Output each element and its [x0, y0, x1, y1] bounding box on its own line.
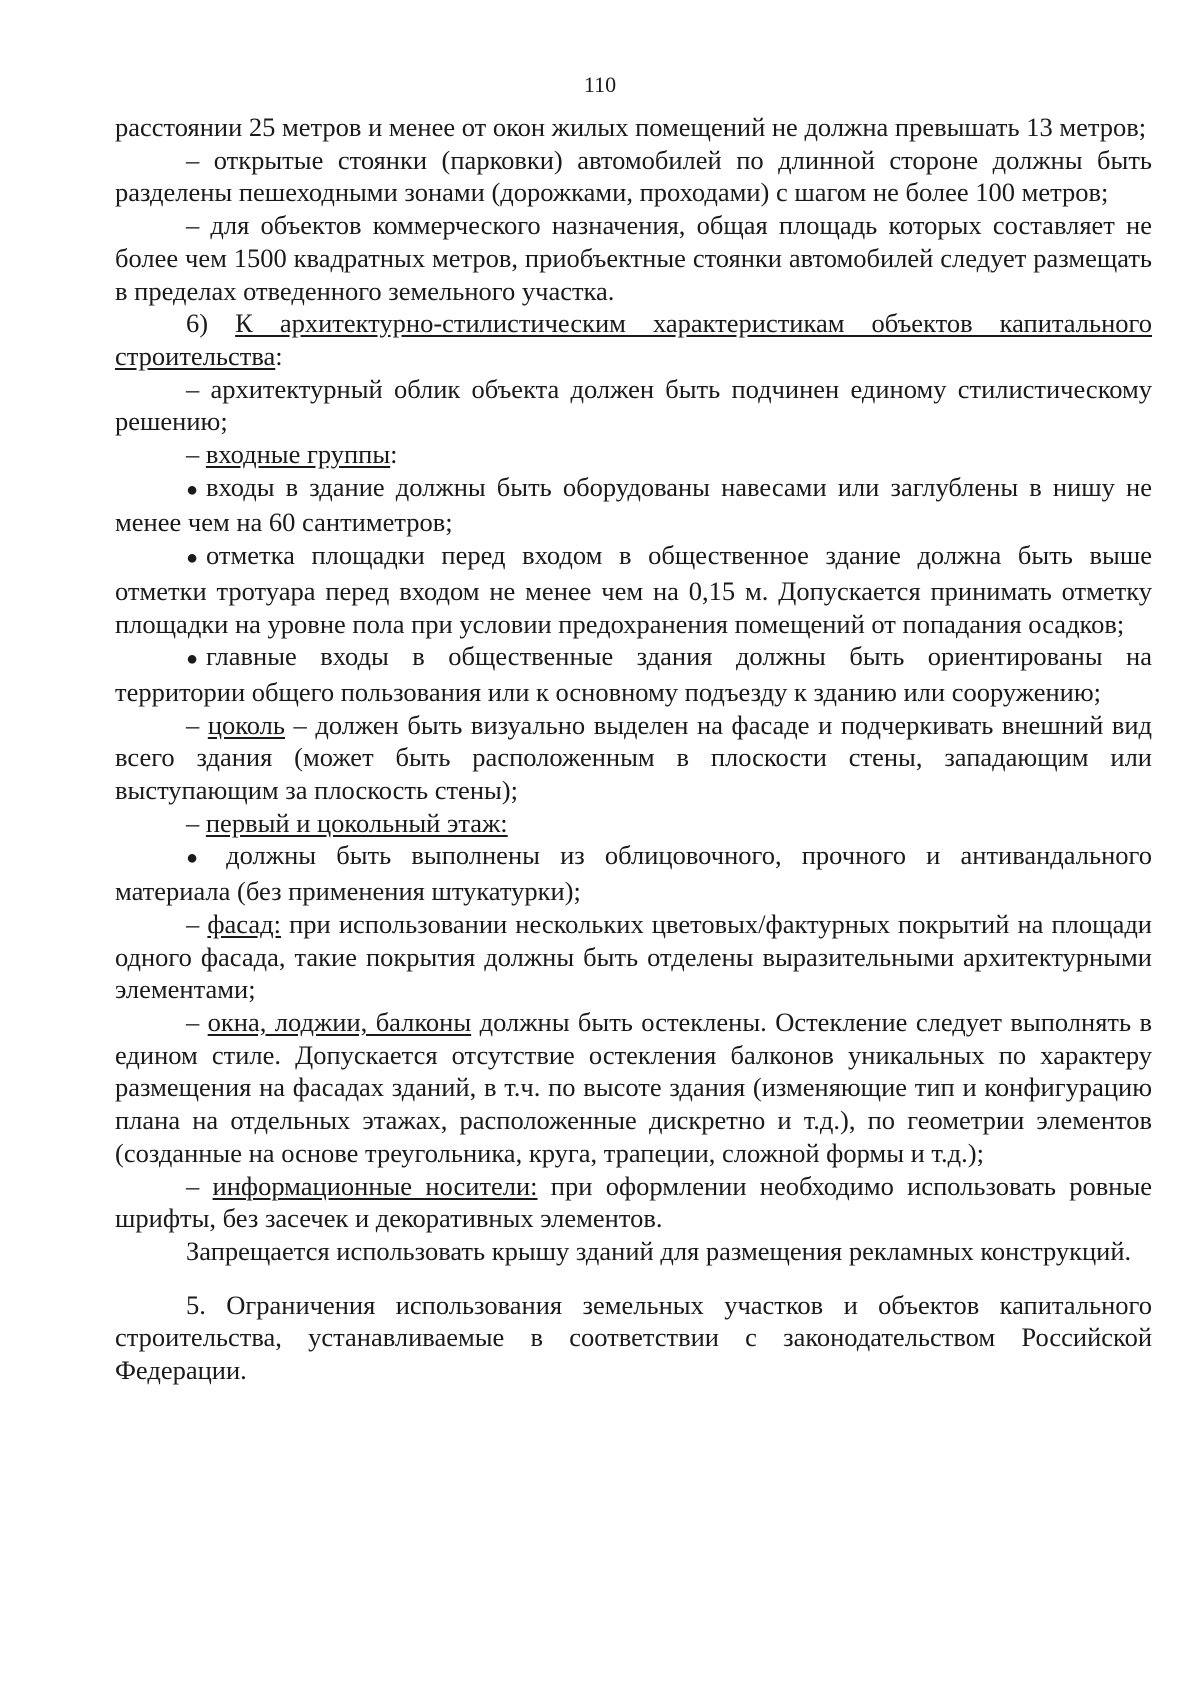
- list-item: [115, 709, 1152, 807]
- term-description: при использовании нескольких цветовых/фактурных покрытий на площади одного фасада, такие покрытия должны быть отделены выразительными архитектурными элементами;: [115, 908, 1152, 1005]
- bullet-icon: ●: [186, 547, 199, 570]
- list-item: – для объектов коммерческого назначения, общая площадь которых составляет не более чем 1500 квадратных метров, приобъектные стоянки автомобилей следует размещать в пределах отведенного земельного участка.: [115, 210, 1152, 306]
- section-heading: 5. Ограничения использования земельных участков и объектов капитального строительства, устанавливаемые в соответствии с законодательством Российской Федерации.: [115, 1289, 1152, 1386]
- list-item: [115, 807, 1152, 840]
- term-description: – должен быть визуально выделен на фасаде и подчеркивать внешний вид всего здания (может быть расположенным в плоскости стены, западающим или выступающим за плоскость стены);: [115, 709, 1153, 806]
- dash-marker: –: [186, 908, 208, 939]
- list-item: [115, 908, 1152, 1006]
- dash-marker: –: [186, 1006, 208, 1037]
- underlined-term: информационные носители:: [212, 1170, 538, 1201]
- list-item: – открытые стоянки (парковки) автомобилей по длинной стороне должны быть разделены пешеходными зонами (дорожками, проходами) с шагом не более 100 метров;: [115, 144, 1152, 208]
- paragraph: Запрещается использовать крышу зданий для размещения рекламных конструкций.: [186, 1235, 1132, 1266]
- list-item: [115, 1170, 1152, 1235]
- bullet-item: [115, 471, 1152, 539]
- list-item: – архитектурный облик объекта должен быть подчинен единому стилистическому решению;: [115, 373, 1152, 437]
- section-heading: [115, 307, 1152, 372]
- underlined-term: фасад:: [207, 908, 281, 939]
- bullet-icon: ●: [186, 478, 199, 501]
- bullet-text: должны быть выполнены из облицовочного, прочного и антивандального материала (без применения штукатурки);: [115, 840, 1152, 907]
- list-item: [115, 1006, 1152, 1170]
- bullet-item: [115, 539, 1152, 640]
- dash-marker: –: [186, 1170, 213, 1201]
- term-suffix: :: [390, 439, 398, 470]
- paragraph: расстоянии 25 метров и менее от окон жилых помещений не должна превышать 13 метров;: [115, 112, 1147, 142]
- bullet-text: главные входы в общественные здания должны быть ориентированы на территории общего пользования или к основному подъезду к зданию или сооружению;: [115, 641, 1152, 707]
- underlined-term: цоколь: [207, 709, 285, 740]
- page-number: 110: [583, 72, 617, 97]
- list-item: [115, 438, 1152, 471]
- underlined-term: входные группы: [205, 439, 391, 470]
- heading-suffix: :: [275, 340, 283, 371]
- term-description: при оформлении необходимо использовать ровные шрифты, без засечек и декоративных элементов.: [115, 1170, 1153, 1234]
- heading-number: 6): [186, 308, 236, 339]
- bullet-text: отметка площадки перед входом в общественное здание должна быть выше отметки тротуара перед входом не менее чем на 0,15 м. Допускается принимать отметку площадки на уровне пола при условии предохранения помещений от попадания осадков;: [115, 540, 1152, 639]
- document-body: [115, 111, 1152, 1387]
- bullet-item: [115, 640, 1152, 708]
- bullet-text: входы в здание должны быть оборудованы навесами или заглублены в нишу не менее чем на 60 сантиметров;: [115, 471, 1152, 538]
- dash-marker: –: [186, 807, 206, 838]
- bullet-item: [115, 839, 1152, 907]
- underlined-heading: К архитектурно-стилистическим характеристикам объектов капитального строительства: [115, 308, 1152, 371]
- bullet-icon: ●: [186, 648, 199, 671]
- dash-marker: –: [186, 709, 208, 740]
- underlined-term: окна, лоджии, балконы: [207, 1006, 472, 1037]
- dash-marker: –: [186, 439, 206, 470]
- bullet-icon: ●: [186, 847, 199, 870]
- underlined-term: первый и цокольный этаж:: [205, 807, 508, 838]
- term-description: должны быть остеклены. Остекление следует выполнять в едином стиле. Допускается отсутствие остекления балконов уникальных по характеру размещения на фасадах зданий, в т.ч. по высоте здания (изменяющие тип и конфигурацию плана на отдельных этажах, расположенные дискретно и т.д.), по геометрии элементов (созданные на основе треугольника, круга, трапеции, сложной формы и т.д.);: [115, 1006, 1152, 1168]
